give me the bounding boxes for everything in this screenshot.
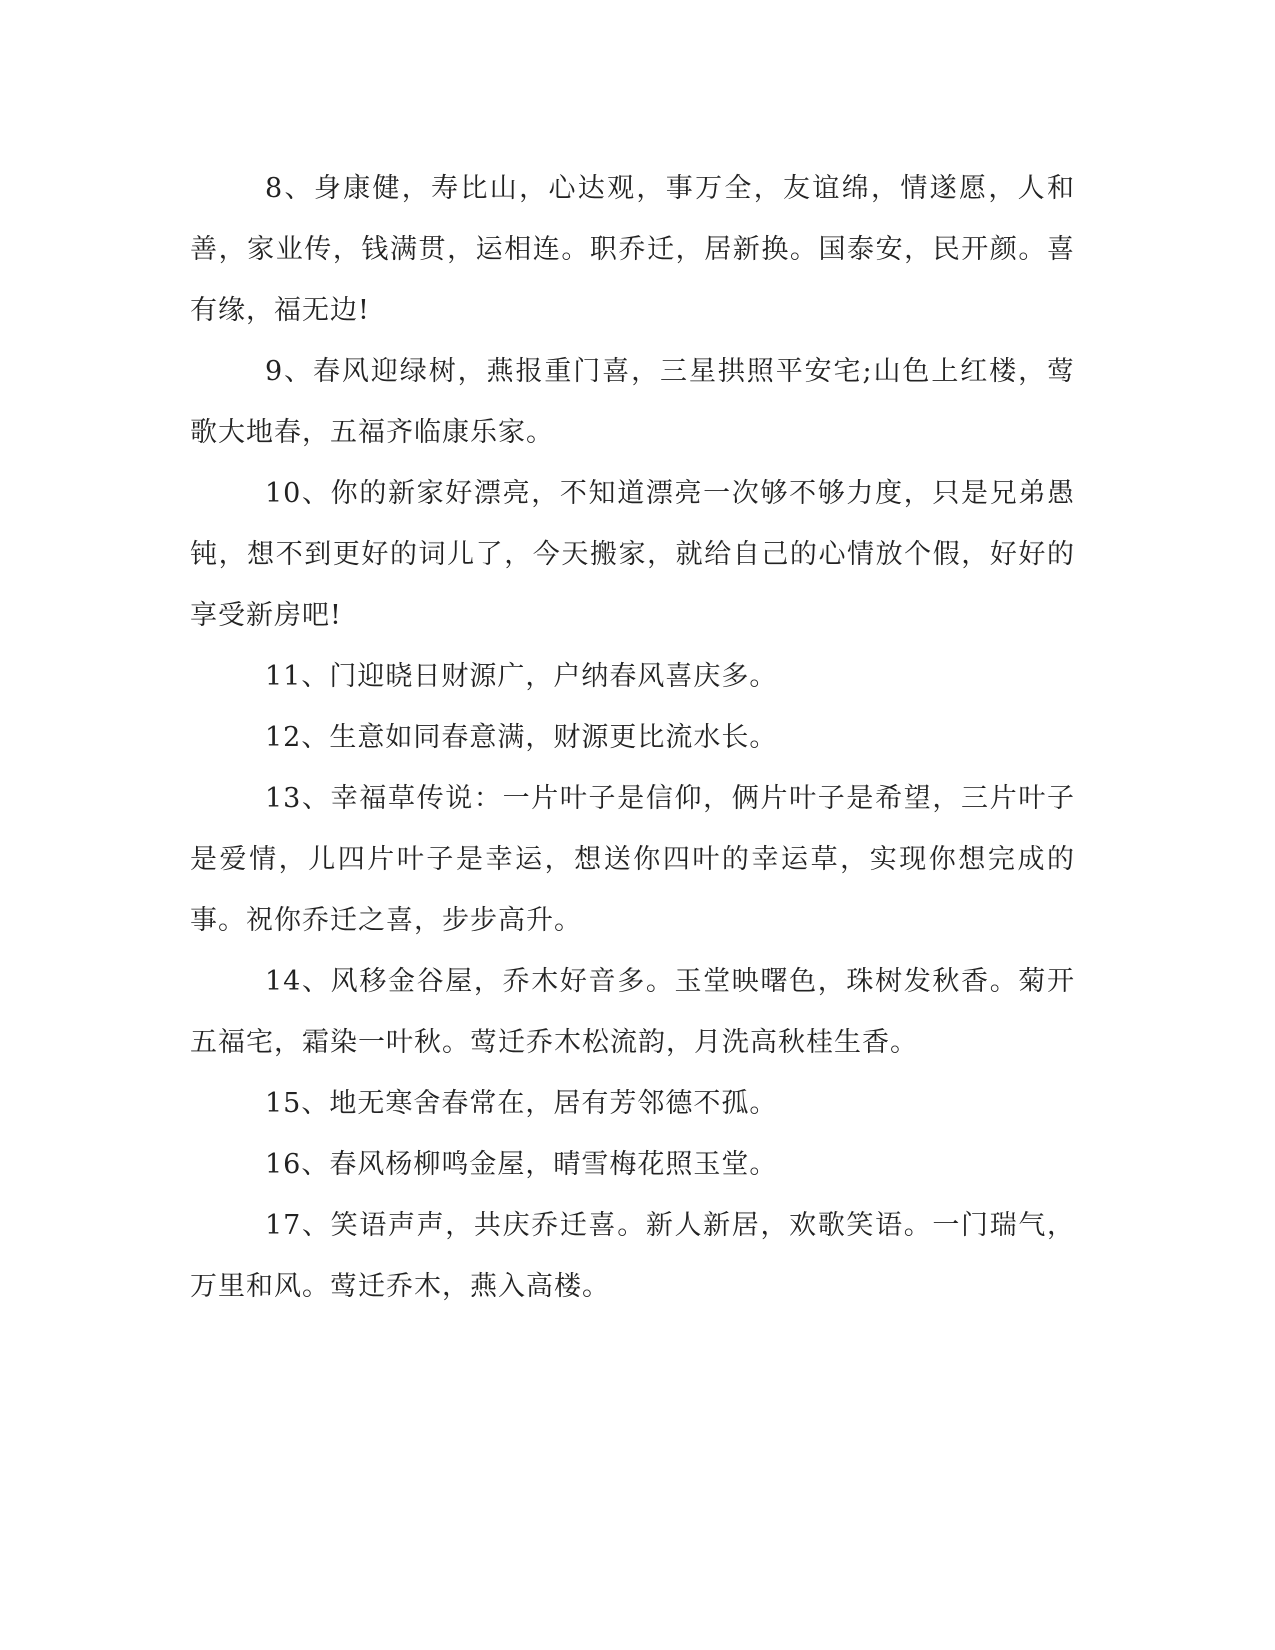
paragraph-11: 11、门迎晓日财源广，户纳春风喜庆多。: [265, 661, 778, 692]
document-body: [190, 158, 1075, 1317]
paragraph-12: 12、生意如同春意满，财源更比流水长。: [265, 722, 778, 753]
paragraph-8: 8、身康健，寿比山，心达观，事万全，友谊绵，情遂愿，人和善，家业传，钱满贯，运相连。职乔迁，居新换。国泰安，民开颜。喜有缘，福无边!: [190, 173, 1075, 326]
paragraph-13: 13、幸福草传说：一片叶子是信仰，俩片叶子是希望，三片叶子是爱情，儿四片叶子是幸运，想送你四叶的幸运草，实现你想完成的事。祝你乔迁之喜，步步高升。: [190, 783, 1075, 936]
paragraph-17: 17、笑语声声，共庆乔迁喜。新人新居，欢歌笑语。一门瑞气，万里和风。莺迁乔木，燕入高楼。: [190, 1210, 1075, 1302]
paragraph-15: 15、地无寒舍春常在，居有芳邻德不孤。: [265, 1088, 778, 1119]
paragraph-10: 10、你的新家好漂亮，不知道漂亮一次够不够力度，只是兄弟愚钝，想不到更好的词儿了，今天搬家，就给自己的心情放个假，好好的享受新房吧!: [190, 478, 1075, 631]
paragraph-16: 16、春风杨柳鸣金屋，晴雪梅花照玉堂。: [265, 1149, 778, 1180]
paragraph-9: 9、春风迎绿树，燕报重门喜，三星拱照平安宅;山色上红楼，莺歌大地春，五福齐临康乐家。: [190, 356, 1075, 448]
paragraph-14: 14、风移金谷屋，乔木好音多。玉堂映曙色，珠树发秋香。菊开五福宅，霜染一叶秋。莺迁乔木松流韵，月洗高秋桂生香。: [190, 966, 1075, 1058]
